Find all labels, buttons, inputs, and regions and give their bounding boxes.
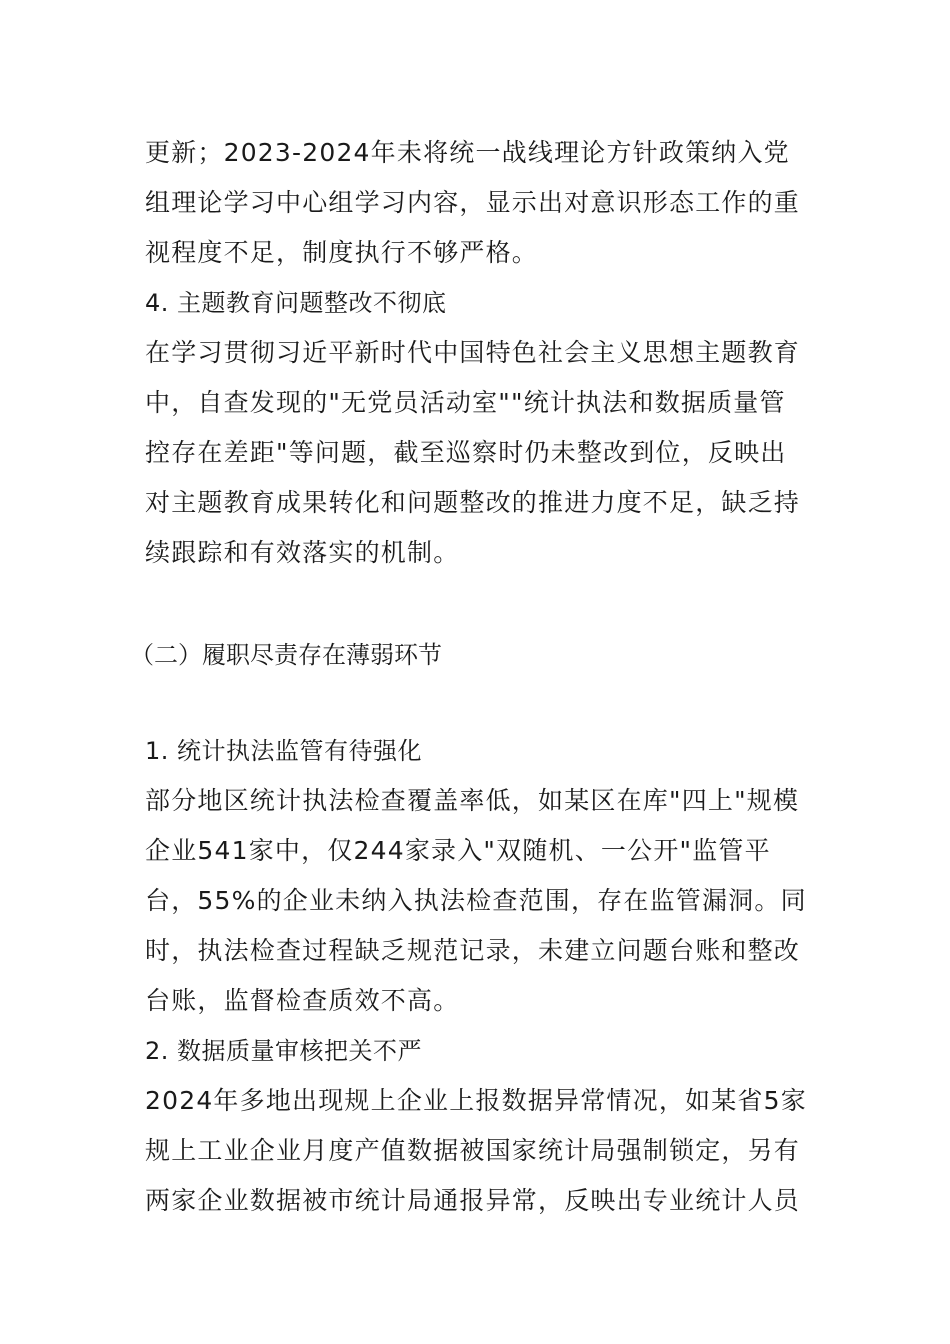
- section-heading-duty-performance: （二）履职尽责存在薄弱环节: [130, 641, 442, 669]
- paragraph-theme-education: 在学习贯彻习近平新时代中国特色社会主义思想主题教育中，自查发现的"无党员活动室""统计执法和数据质量管控存在差距"等问题，截至巡察时仍未整改到位，反映出对主题教育成果转化和问题整改的推进力度不足，缺乏持续跟踪和有效落实的机制。: [145, 338, 801, 567]
- paragraph-statistical-enforcement: 部分地区统计执法检查覆盖率低，如某区在库"四上"规模企业541家中，仅244家录入"双随机、一公开"监管平台，55%的企业未纳入执法检查范围，存在监管漏洞。同时，执法检查过程缺乏规范记录，未建立问题台账和整改台账，监督检查质效不高。: [145, 786, 807, 1015]
- paragraph-data-quality: 2024年多地出现规上企业上报数据异常情况，如某省5家规上工业企业月度产值数据被国家统计局强制锁定，另有两家企业数据被市统计局通报异常，反映出专业统计人员: [145, 1086, 807, 1215]
- heading-theme-education-rectification: 4. 主题教育问题整改不彻底: [145, 289, 447, 317]
- spacer: [145, 680, 810, 726]
- document-body: [130, 128, 810, 1226]
- paragraph-ideology-work: 更新；2023-2024年未将统一战线理论方针政策纳入党组理论学习中心组学习内容，显示出对意识形态工作的重视程度不足，制度执行不够严格。: [145, 138, 801, 267]
- spacer: [145, 578, 810, 630]
- heading-statistical-enforcement: 1. 统计执法监管有待强化: [145, 737, 423, 765]
- heading-data-quality: 2. 数据质量审核把关不严: [145, 1037, 423, 1065]
